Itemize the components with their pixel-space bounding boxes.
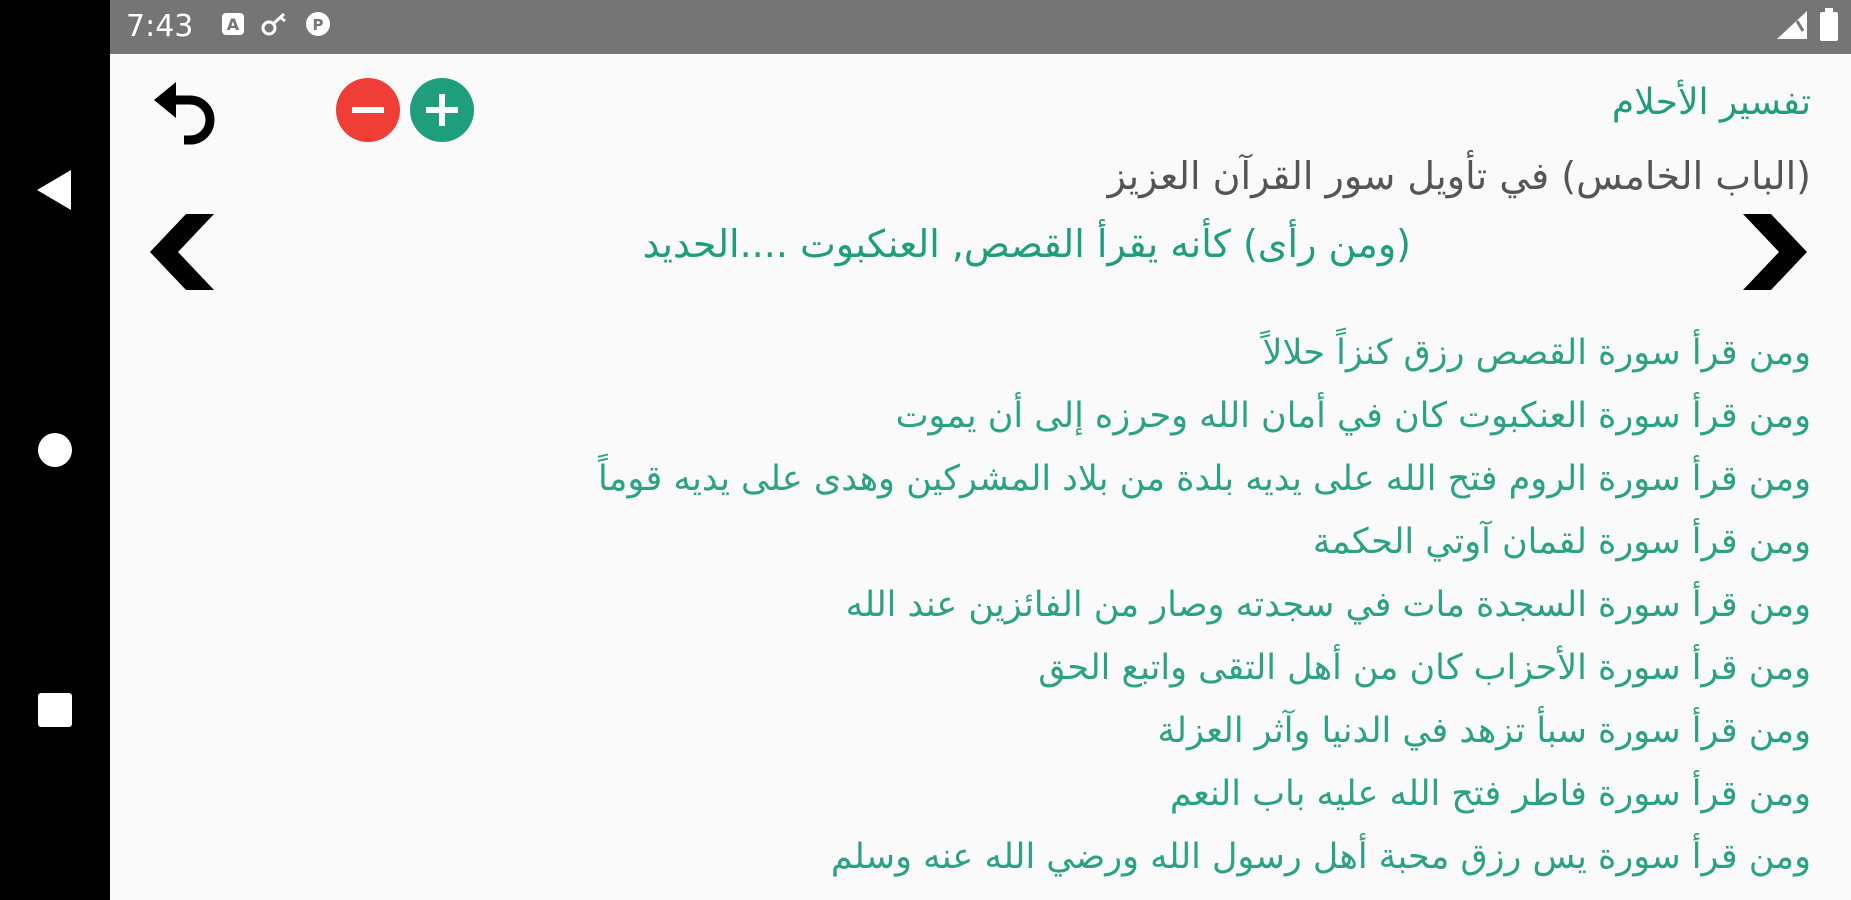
status-system-icons bbox=[1775, 8, 1839, 42]
app-content bbox=[110, 54, 1851, 900]
previous-section-button[interactable] bbox=[146, 212, 222, 292]
chevron-left-icon bbox=[146, 212, 222, 292]
notification-p-icon bbox=[304, 10, 332, 38]
back-triangle-icon bbox=[35, 168, 75, 212]
home-circle-icon bbox=[35, 430, 75, 470]
section-title: (ومن رأى) كأنه يقرأ القصص, العنكبوت ....الحديد bbox=[642, 222, 1411, 266]
status-notification-icons bbox=[220, 10, 332, 38]
interpretation-line: ومن قرأ سورة الأحزاب كان من أهل التقى واتبع الحق bbox=[1038, 648, 1811, 688]
notification-a-icon bbox=[220, 11, 246, 37]
interpretation-line: ومن قرأ سورة سبأ تزهد في الدنيا وآثر العزلة bbox=[1157, 711, 1811, 751]
chevron-right-icon bbox=[1735, 212, 1811, 292]
app-title: تفسير الأحلام bbox=[1611, 82, 1811, 123]
interpretation-line: ومن قرأ سورة السجدة مات في سجدته وصار من الفائزين عند الله bbox=[845, 585, 1811, 625]
svg-text:P: P bbox=[312, 16, 324, 34]
signal-icon bbox=[1775, 9, 1809, 41]
battery-icon bbox=[1819, 8, 1839, 42]
recents-square-icon bbox=[35, 690, 75, 730]
system-home-button[interactable] bbox=[0, 410, 110, 490]
next-section-button[interactable] bbox=[1735, 212, 1811, 292]
chapter-title: (الباب الخامس) في تأويل سور القرآن العزيز bbox=[1107, 154, 1811, 198]
interpretation-line: ومن قرأ سورة فاطر فتح الله عليه باب النعم bbox=[1169, 774, 1811, 814]
system-back-button[interactable] bbox=[0, 150, 110, 230]
interpretation-line: ومن قرأ سورة الروم فتح الله على يديه بلدة من بلاد المشركين وهدى على يديه قوماً bbox=[597, 459, 1811, 499]
interpretation-line: ومن قرأ سورة يس رزق محبة أهل رسول الله ورضي الله عنه وسلم bbox=[830, 837, 1811, 877]
system-navigation-bar bbox=[0, 0, 110, 900]
undo-button[interactable] bbox=[150, 76, 220, 156]
status-time: 7:43 bbox=[126, 9, 194, 44]
plus-circle-icon bbox=[422, 90, 462, 130]
svg-text:A: A bbox=[226, 15, 240, 34]
interpretation-line: ومن قرأ سورة لقمان آوتي الحكمة bbox=[1312, 522, 1811, 562]
interpretation-line: ومن قرأ سورة العنكبوت كان في أمان الله وحرزه إلى أن يموت bbox=[895, 396, 1811, 436]
status-bar bbox=[110, 0, 1851, 54]
interpretation-list bbox=[171, 322, 1811, 889]
zoom-in-button[interactable] bbox=[410, 78, 474, 142]
notification-key-icon bbox=[260, 11, 290, 37]
undo-icon bbox=[150, 78, 220, 154]
zoom-out-button[interactable] bbox=[336, 78, 400, 142]
minus-circle-icon bbox=[348, 90, 388, 130]
interpretation-line: ومن قرأ سورة القصص رزق كنزاً حلالاً bbox=[1262, 333, 1811, 373]
system-recents-button[interactable] bbox=[0, 670, 110, 750]
